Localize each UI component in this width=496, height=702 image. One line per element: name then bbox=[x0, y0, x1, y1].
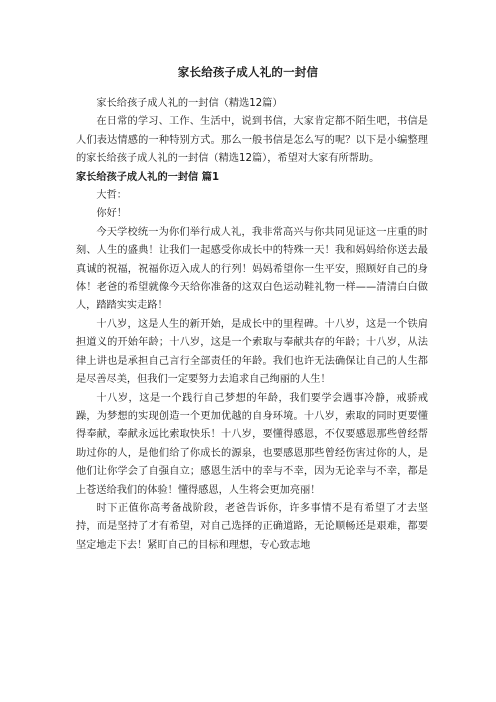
body-paragraph: 十八岁，这是人生的新开始，是成长中的里程碑。十八岁，这是一个铁肩担道义的开始年龄；十八岁，这是一个索取与奉献共存的年龄；十八岁，从法律上讲也是承担自己言行全部责任的年龄。我们也许无法确保让自己的人生都是尽善尽美，但我们一定要努力去追求自己绚丽的人生！ bbox=[76, 318, 428, 386]
body-paragraph: 时下正值你高考备战阶段，老爸告诉你，许多事情不是有希望了才去坚持，而是坚持了才有希望，对自己选择的正确道路，无论顺畅还是艰难，都要坚定地走下去！紧盯自己的目标和理想，专心致志地 bbox=[76, 502, 428, 551]
intro-title: 家长给孩子成人礼的一封信（精选12篇） bbox=[96, 98, 283, 109]
body-paragraph: 今天学校统一为你们举行成人礼，我非常高兴与你共同见证这一庄重的时刻、人生的盛典！让我们一起感受你成长中的特殊一天！我和妈妈给你送去最真诚的祝福，祝福你迈入成人的行列！妈妈希望你一生平安，照顾好自己的身体！老爸的希望就像今天给你准备的这双白色运动鞋礼物一样——清清白白做人，踏踏实实走路！ bbox=[76, 226, 428, 312]
section-heading: 家长给孩子成人礼的一封信 篇1 bbox=[76, 171, 220, 183]
salutation: 大哲： bbox=[96, 190, 127, 202]
document-body bbox=[76, 95, 428, 555]
intro-paragraph: 在日常的学习、工作、生活中，说到书信，大家肯定都不陌生吧，书信是人们表达情感的一种特别方式。那么一般书信是怎么写的呢？以下是小编整理的家长给孩子成人礼的一封信（精选12篇），希望对大家有所帮助。 bbox=[76, 116, 428, 165]
body-paragraph: 十八岁，这是一个践行自己梦想的年龄，我们要学会遇事冷静，戒骄戒躁，为梦想的实现创造一个更加优越的自身环境。十八岁，索取的同时更要懂得奉献，奉献永远比索取快乐！十八岁，要懂得感恩，不仅要感恩那些曾经帮助过你的人，是他们给了你成长的源泉，也要感恩那些曾经伤害过你的人，是他们让你学会了自强自立；感恩生活中的幸与不幸，因为无论幸与不幸，都是上苍送给我们的体验！懂得感恩，人生将会更加亮丽！ bbox=[76, 392, 428, 496]
greeting: 你好！ bbox=[96, 208, 127, 220]
document-title: 家长给孩子成人礼的一封信 bbox=[177, 65, 319, 79]
